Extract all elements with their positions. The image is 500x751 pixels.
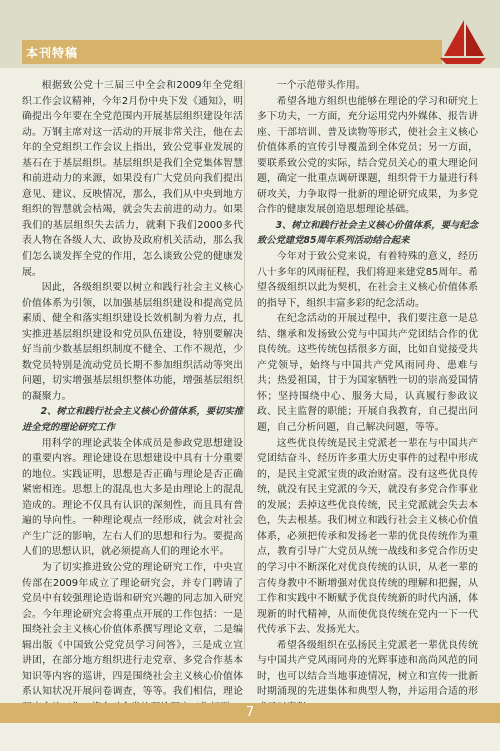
paragraph: 希望各地方组织也能够在理论的学习和研究上多下功夫，一方面，充分运用党内外媒体、报告讲座、干部培训、普及读物等形式，使社会主义核心价值体系的宣传引导覆盖到全体党员；另一方面，要联系致公党的实际，结合党员关心的重大理论问题，确定一批重点调研课题，组织骨干力量进行科研攻关，力争取得一批新的理论研究成果，为多党合作的健康发展创造思想理论基础。 — [257, 95, 478, 216]
section-heading: 3、树立和践行社会主义核心价值体系，要与纪念致公党建党85周年系列活动结合起来 — [257, 219, 478, 247]
paragraph: 因此，各级组织要以树立和践行社会主义核心价值体系为引领，以加强基层组织建设和提高党员素质、健全和落实组织建设长效机制为着力点，扎实推进基层组织建设和党员队伍建设，特别要解决好当前少数基层组织制度不健全、工作不规范，少数党员特别是流动党员长期不参加组织活动等突出问题，切实增强基层组织整体功能，增强基层组织的凝聚力。 — [22, 282, 243, 402]
page-number: 7 — [245, 705, 255, 720]
paragraph: 今年对于致公党来说，有着特殊的意义，经历八十多年的风雨征程，我们将迎来建党85周年。希望各级组织以此为契机，在社会主义核心价值体系的指导下，组织丰富多彩的纪念活动。 — [257, 251, 478, 309]
column-title-bar — [22, 40, 442, 64]
paragraph: 根据致公党十三届三中全会和2009年全党组织工作会议精神，今年2月份中央下发《通知》，明确提出今年要在全党范围内开展基层组织建设年活动。万钢主席对这一活动的开展非常关注，他在去年的全党组织工作会议上指出，致公党事业发展的基石在于基层组织。基层组织是我们全党集体智慧和前进动力的来源，如果没有广大党员向我们提出意见、建议、反映情况，那么，我们从中央到地方组织的智慧就会枯竭，就会失去前进的动力。如果我们的基层组织失去活力，就剩下我们2000多代表人物在各级人大、政协及政府机关活动，那么我们怎么谈发挥全党的作用，怎么谈致公党的健康发展。 — [22, 80, 243, 278]
column-title: 本刊特稿 — [26, 46, 79, 60]
paragraph: 在纪念活动的开展过程中，我们要注意一是总结、继承和发扬致公党与中国共产党团结合作的优良传统。这些传统包括很多方面，比如自觉接受共产党领导，始终与中国共产党风雨同舟、患难与共；热爱祖国，甘于为国家牺牲一切的崇高爱国情怀；坚持围绕中心、服务大局，认真履行参政议政、民主监督的职能；开展自我教育，自己提出问题，自己分析问题，自己解决问题，等等。 — [257, 313, 478, 434]
column-divider — [244, 80, 245, 650]
paragraph: 用科学的理论武装全体成员是参政党思想建设的重要内容。理论建设在思想建设中具有十分重要的地位。实践证明，思想是否正确与理论是否正确紧密相连。思想上的混乱也大多是由理论上的混乱造成的。理论不仅具有认识的深刻性，而且具有普遍的导向性。一种理论观点一经形成，就会对社会产生广泛的影响，左右人们的思想和行为。要提高人们的思想认识，就必须提高人们的理论水平。 — [22, 437, 243, 558]
paragraph: 一个示范带头作用。 — [276, 80, 366, 91]
paragraph: 希望各级组织在弘扬民主党派老一辈优良传统与中国共产党风雨同舟的光辉事迹和高尚风范的同时，也可以结合当地事迹情况，树立和宣传一批新时期涌现的先进集体和典型人物，并运用合适的形 — [257, 639, 478, 698]
sailboat-logo-icon — [438, 18, 488, 66]
paragraph: 这些优良传统是民主党派老一辈在与中国共产党团结奋斗、经历许多重大历史事件的过程中形成的，是民主党派宝贵的政治财富。没有这些优良传统，就没有民主党派的今天，就没有多党合作事业的发展；丢掉这些优良传统，民主党派就会失去本色，失去根基。我们树立和践行社会主义核心价值体系，必须把传承和发扬老一辈的优良传统作为重点，教育引导广大党员从统一战线和多党合作历史的学习中不断深化对优良传统的认识，从老一辈的言传身教中不断增强对优良传统的理解和把握，从工作和实践中不断赋予优良传统新的时代内涵，体现新的时代精神，从而使优良传统在党内一下一代代传承下去、发扬光大。 — [257, 437, 478, 636]
right-column — [257, 78, 478, 715]
section-heading: 2、树立和践行社会主义核心价值体系，要切实推进全党的理论研究工作 — [22, 406, 243, 434]
paragraph: 为了切实推进致公党的理论研究工作，中央宣传部在2009年成立了理论研究会，并专门聘请了党员中有较强理论造诣和研究兴趣的同志加入研究会。今年理论研究会将重点开展的工作包括：一是围绕社会主义核心价值体系撰写理论文章，二是编辑出版《中国致公党党员学习问答》，三是成立宣讲团，在部分地方组织进行走党章、多党合作基本知识等内容的巡讲，四是围绕社会主义核心价值体系认知状况开展问卷调查，等等。我们相信，理论 — [22, 561, 243, 698]
left-column — [22, 78, 243, 715]
